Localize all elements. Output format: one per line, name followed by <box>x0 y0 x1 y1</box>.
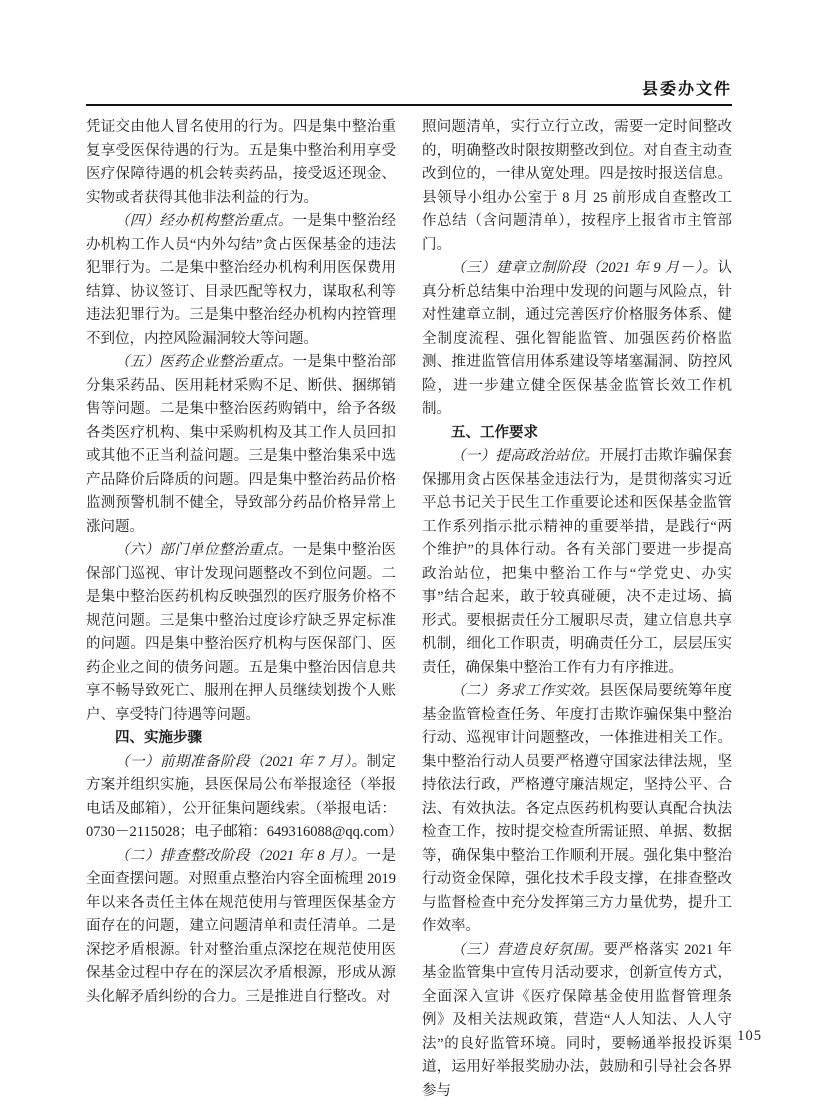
left-column <box>86 116 403 1099</box>
paragraph-lead: （二）排查整改阶段（2021 年 8 月）。 <box>115 847 367 864</box>
paragraph: 凭证交由他人冒名使用的行为。四是集中整治重复享受医保待遇的行为。五是集中整治利用享受医疗保障待遇的机会转卖药品，接受返还现金、实物或者获得其他非法利益的行为。 <box>86 119 396 206</box>
paragraph: （六）部门单位整治重点。一是集中整治医保部门巡视、审计发现问题整改不到位问题。二是集中整治医药机构反映强烈的医疗服务价格不规范问题。三是集中整治过度诊疗缺乏界定标准的问题。四是集中整治医疗机构与医保部门、医药企业之间的债务问题。五是集中整治因信息共享不畅导致死亡、服刑在押人员继续划拨个人账户、享受特门待遇等问题。 <box>86 542 397 723</box>
paragraph: （一）前期准备阶段（2021 年 7 月）。制定方案并组织实施，县医保局公布举报途径（举报电话及邮箱），公开征集问题线索。（举报电话：0730－2115028；电子邮箱：649316088@qq.com） <box>86 753 403 840</box>
header-title: 县委办文件 <box>641 81 732 98</box>
page-number: 105 <box>737 1028 762 1044</box>
content-columns <box>86 116 732 1099</box>
paragraph: （三）建章立制阶段（2021 年 9 月－）。认真分析总结集中治理中发现的问题与风险点，针对性建章立制，通过完善医疗价格服务体系、健全制度流程、强化智能监管、加强医药价格监测、推进监管信用体系建设等堵塞漏洞、防控风险，进一步建立健全医保基金监管长效工作机制。 <box>422 260 732 417</box>
paragraph: （五）医药企业整治重点。一是集中整治部分集采药品、医用耗材采购不足、断供、捆绑销售等问题。二是集中整治医药购销中，给予各级各类医疗机构、集中采购机构及其工作人员回扣或其他不正当利益问题。三是集中整治集采中选产品降价后降质的问题。四是集中整治药品价格监测预警机制不健全，导致部分药品价格异常上涨问题。 <box>86 354 397 535</box>
paragraph-lead: （六）部门单位整治重点。 <box>115 542 293 558</box>
paragraph-lead: （三）营造良好氛围。 <box>451 941 604 958</box>
paragraph-lead: （三）建章立制阶段（2021 年 9 月－）。 <box>451 260 718 276</box>
right-column <box>422 116 732 1099</box>
paragraph: 照问题清单，实行立行立改，需要一定时间整改的，明确整改时限按期整改到位。对自查主动查改到位的，一律从宽处理。四是按时报送信息。县领导小组办公室于 8 月 25 前形成自查整改工作总结（含问题清单），按程序上报省市主管部门。 <box>422 119 732 253</box>
section-heading: 五、工作要求 <box>451 424 538 441</box>
paragraph: （一）提高政治站位。开展打击欺诈骗保套保挪用贪占医保基金违法行为，是贯彻落实习近平总书记关于民生工作重要论述和医保基金监管工作系列指示批示精神的重要举措，是践行“两个维护”的具体行动。各有关部门要进一步提高政治站位，把集中整治工作与“学党史、办实事”结合起来，敢于较真碰硬，决不走过场、搞形式。要根据责任分工履职尽责，建立信息共享机制，细化工作职责，明确责任分工，层层压实责任，确保集中整治工作有力有序推进。 <box>422 448 733 676</box>
paragraph-lead: （二）务求工作实效。 <box>451 683 600 699</box>
paragraph: （四）经办机构整治重点。一是集中整治经办机构工作人员“内外勾结”贪占医保基金的违法犯罪行为。二是集中整治经办机构利用医保费用结算、协议签订、目录匹配等权力，谋取私利等违法犯罪行为。三是集中整治经办机构内控管理不到位，内控风险漏洞较大等问题。 <box>86 213 397 347</box>
paragraph: （二）排查整改阶段（2021 年 8 月）。一是全面查摆问题。对照重点整治内容全面梳理 2019 年以来各责任主体在规范使用与管理医保基金方面存在的问题，建立问题清单和责任清单。二是深挖矛盾根源。针对整治重点深挖在规范使用医保基金过程中存在的深层次矛盾根源，形成从源头化解矛盾纠纷的合力。三是推进自行整改。对 <box>86 847 397 1005</box>
header-rule <box>86 104 732 106</box>
paragraph-lead: （一）前期准备阶段（2021 年 7 月）。 <box>115 753 367 770</box>
paragraph-lead: （五）医药企业整治重点。 <box>115 354 293 370</box>
paragraph: （二）务求工作实效。县医保局要统筹年度基金监管检查任务、年度打击欺诈骗保集中整治行动、巡视审计问题整改，一体推进相关工作。集中整治行动人员要严格遵守国家法律法规，坚持依法行政，严格遵守廉洁规定，坚持公平、合法、有效执法。各定点医药机构要认真配合执法检查工作，按时提交检查所需证照、单据、数据等，确保集中整治工作顺利开展。强化集中整治行动资金保障，强化技术手段支撑，在排查整改与监督检查中充分发挥第三方力量优势，提升工作效率。 <box>422 683 733 934</box>
paragraph-lead: （四）经办机构整治重点。 <box>115 213 293 229</box>
paragraph-lead: （一）提高政治站位。 <box>451 448 600 464</box>
section-heading: 四、实施步骤 <box>115 730 202 746</box>
paragraph: （三）营造良好氛围。要严格落实 2021 年基金监管集中宣传月活动要求，创新宣传方式，全面深入宣讲《医疗保障基金使用监督管理条例》及相关法规政策，营造“人人知法、人人守法”的良好监管环境。同时，要畅通举报投诉渠道，运用好举报奖励办法，鼓励和引导社会各界参与 <box>422 941 732 1099</box>
